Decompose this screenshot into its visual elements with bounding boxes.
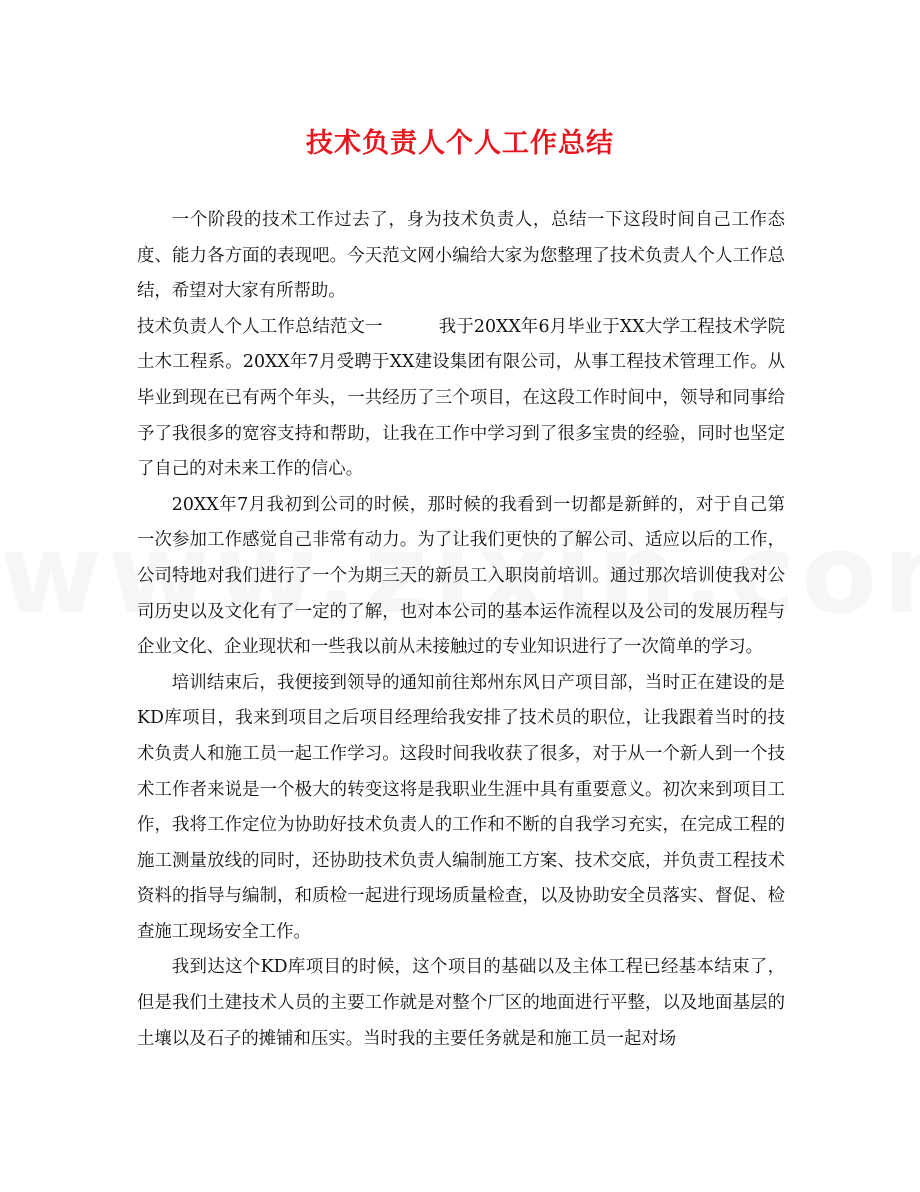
document-title: 技术负责人个人工作总结 <box>306 128 614 159</box>
section-heading: 技术负责人个人工作总结范文一 <box>137 316 383 337</box>
intro-paragraph: 一个阶段的技术工作过去了，身为技术负责人，总结一下这段时间自己工作态度、能力各方面的表现吧。今天范文网小编给大家为您整理了技术负责人个人工作总结，希望对大家有所帮助。 <box>137 210 785 302</box>
body-paragraph: 培训结束后，我便接到领导的通知前往郑州东风日产项目部，当时正在建设的是KD库项目，我来到项目之后项目经理给我安排了技术员的职位，让我跟着当时的技术负责人和施工员一起工作学习。这段时间我收获了很多，对于从一个新人到一个技术工作者来说是一个极大的转变这将是我职业生涯中具有重要意义。初次来到项目工作，我将工作定位为协助好技术负责人的工作和不断的自我学习充实，在完成工程的施工测量放线的同时，还协助技术负责人编制施工方案、技术交底，并负责工程技术资料的指导与编制，和质检一起进行现场质量检查，以及协助安全员落实、督促、检查施工现场安全工作。 <box>137 672 785 942</box>
document-body <box>137 203 785 1057</box>
paragraph-text: 我于20XX年6月毕业于XX大学工程技术学院土木工程系。20XX年7月受聘于XX建设集团有限公司，从事工程技术管理工作。从毕业到现在已有两个年头，一共经历了三个项目，在这段工作时间中，领导和同事给予了我很多的宽容支持和帮助，让我在工作中学习到了很多宝贵的经验，同时也坚定了自己的对未来工作的信心。 <box>137 316 785 480</box>
body-paragraph: 我到达这个KD库项目的时候，这个项目的基础以及主体工程已经基本结束了，但是我们土建技术人员的主要工作就是对整个厂区的地面进行平整，以及地面基层的土壤以及石子的摊铺和压实。当时我的主要任务就是和施工员一起对场 <box>137 957 785 1049</box>
section-paragraph-1 <box>137 310 785 488</box>
body-paragraph: 20XX年7月我初到公司的时候，那时候的我看到一切都是新鲜的，对于自己第一次参加工作感觉自己非常有动力。为了让我们更快的了解公司、适应以后的工作，公司特地对我们进行了一个为期三天的新员工入职岗前培训。通过那次培训使我对公司历史以及文化有了一定的了解，也对本公司的基本运作流程以及公司的发展历程与企业文化、企业现状和一些我以前从未接触过的专业知识进行了一次简单的学习。 <box>137 494 785 658</box>
